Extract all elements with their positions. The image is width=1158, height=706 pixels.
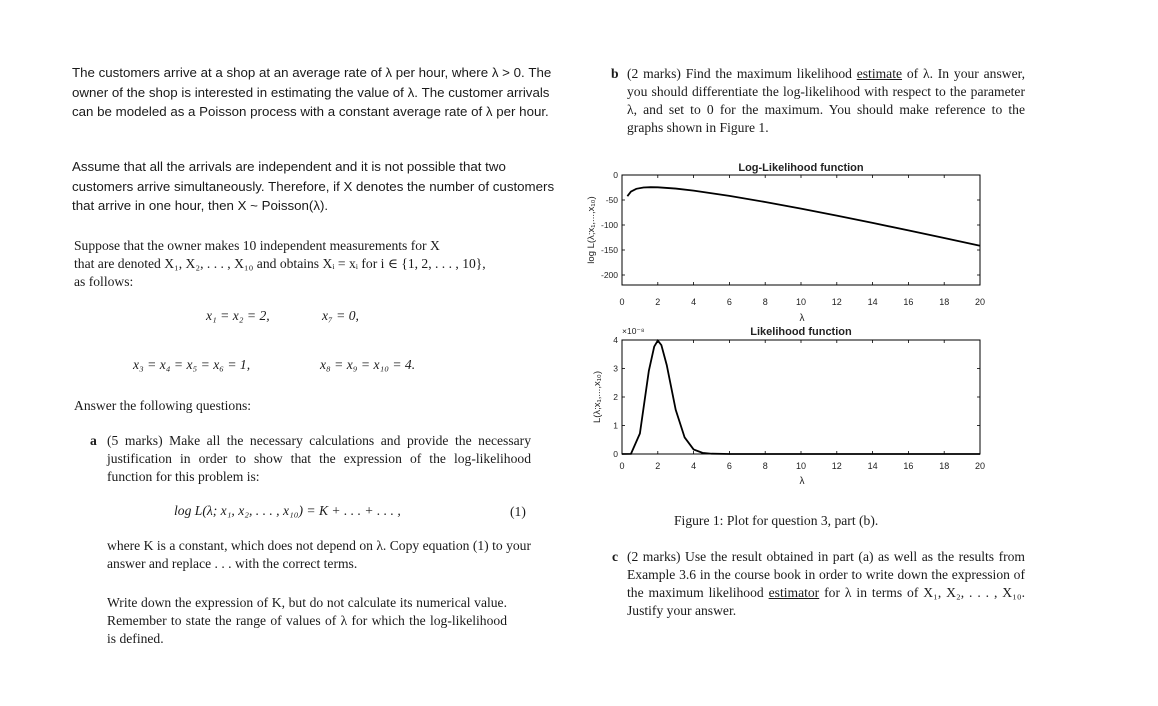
likelihood-y-tick-label: 4	[613, 335, 618, 345]
part-b-text	[627, 65, 1025, 137]
observation-x3-x6: x₃ = x₄ = x₅ = x₆ = 1,	[133, 357, 251, 372]
likelihood-x-tick-label: 4	[691, 461, 697, 471]
log-likelihood-y-tick-label: -50	[605, 195, 618, 205]
part-b-label: b	[611, 66, 619, 81]
log-likelihood-y-tick-label: -200	[600, 270, 618, 280]
part-c-text	[627, 548, 1025, 620]
likelihood-x-tick-label: 6	[726, 461, 732, 471]
part-b-text-end: of λ. In your answer, you should differentiate the log-likelihood with respect to the parameter λ, and set to 0 for the maximum. You should make reference to the graphs shown in Figure 1.	[627, 66, 1025, 135]
part-c-label: c	[612, 549, 619, 564]
likelihood-xlabel: λ	[799, 476, 805, 487]
log-likelihood-x-tick-label: 16	[903, 297, 914, 307]
part-a-text-3: Write down the expression of K, but do not calculate its numerical value. Remember to state the range of values of λ for which the log-likelihood is defined.	[107, 595, 507, 646]
setup-line-1: Suppose that the owner makes 10 independent measurements for X	[74, 238, 440, 253]
log-likelihood-title: Log-Likelihood function	[738, 162, 864, 174]
likelihood-x-tick-label: 10	[795, 461, 807, 471]
likelihood-x-tick-label: 20	[974, 461, 986, 471]
likelihood-curve	[622, 341, 980, 454]
likelihood-y-tick-label: 3	[613, 363, 618, 374]
part-a-text-2: where K is a constant, which does not depend on λ. Copy equation (1) to your answer and replace . . . with the correct terms.	[107, 538, 531, 571]
likelihood-x-tick-label: 18	[939, 461, 950, 471]
log-likelihood-y-tick-label: -150	[600, 245, 618, 255]
setup-line-2: that are denoted X₁, X₂, . . . , X₁₀ and obtains Xᵢ = xᵢ for i ∈ {1, 2, . . . , 10},	[74, 256, 486, 271]
likelihood-x-tick-label: 0	[619, 461, 625, 471]
log-likelihood-x-tick-label: 2	[655, 297, 661, 307]
likelihood-ylabel: L(λ;x₁,...,x₁₀)	[592, 370, 603, 424]
likelihood-chart	[592, 326, 985, 487]
log-likelihood-xlabel: λ	[799, 313, 805, 324]
likelihood-x-tick-label: 8	[762, 461, 768, 471]
intro-paragraph-2: Assume that all the arrivals are independent and it is not possible that two customers arrive simultaneously. Therefore, if X denotes the number of customers that arrive in one hour, then X ~ Poisson(λ).	[72, 159, 555, 213]
likelihood-y-tick-label: 0	[613, 449, 618, 459]
log-likelihood-x-tick-label: 8	[762, 297, 768, 307]
log-likelihood-x-tick-label: 20	[974, 297, 986, 307]
likelihood-y-tick-label: 1	[613, 420, 618, 431]
observation-x8-x10: x₈ = x₉ = x₁₀ = 4.	[320, 357, 416, 372]
log-likelihood-curve	[627, 187, 980, 246]
log-likelihood-x-tick-label: 6	[726, 297, 732, 307]
figure-caption: Figure 1: Plot for question 3, part (b).	[674, 513, 879, 528]
log-likelihood-y-tick-label: -100	[600, 220, 618, 230]
figure-1	[576, 155, 996, 495]
answer-prompt: Answer the following questions:	[74, 398, 252, 413]
likelihood-title: Likelihood function	[750, 326, 852, 338]
likelihood-multiplier: ×10⁻⁸	[622, 326, 645, 336]
log-likelihood-chart	[586, 162, 985, 324]
log-likelihood-x-tick-label: 12	[831, 297, 842, 307]
log-likelihood-x-tick-label: 4	[691, 297, 697, 307]
likelihood-x-tick-label: 16	[903, 461, 914, 471]
observation-x7: x₇ = 0,	[322, 308, 359, 323]
log-likelihood-x-tick-label: 14	[867, 297, 878, 307]
part-c-text-end: for λ in terms of X₁, X₂, . . . , X₁₀. Justify your answer.	[627, 585, 1025, 618]
likelihood-y-tick-label: 2	[613, 392, 618, 402]
log-likelihood-x-tick-label: 0	[619, 297, 625, 307]
part-c-underlined-term: estimator	[768, 585, 820, 600]
part-a-text: (5 marks) Make all the necessary calculations and provide the necessary justification in order to show that the expression of the log-likelihood function for this problem is:	[107, 433, 531, 484]
log-likelihood-plot-frame	[622, 175, 980, 285]
log-likelihood-y-tick-label: 0	[613, 170, 618, 180]
part-c-text-start: (2 marks) Use the result obtained in part (a) as well as the results from Example 3.6 in the course book in order to write down the expression of the maximum likelihood	[627, 549, 1025, 600]
log-likelihood-equation: log L(λ; x₁, x₂, . . . , x₁₀) = K + . . . + . . . ,	[174, 503, 401, 518]
setup-paragraph	[74, 237, 574, 291]
part-b-underlined-term: estimate	[856, 66, 903, 81]
likelihood-x-tick-label: 12	[831, 461, 842, 471]
part-b-text-start: (2 marks) Find the maximum likelihood	[627, 66, 857, 81]
log-likelihood-x-tick-label: 18	[939, 297, 950, 307]
part-a-label: a	[90, 433, 97, 448]
likelihood-x-tick-label: 14	[867, 461, 878, 471]
log-likelihood-x-tick-label: 10	[795, 297, 807, 307]
setup-line-3: as follows:	[74, 274, 134, 289]
observation-x1-x2: x₁ = x₂ = 2,	[206, 308, 270, 323]
log-likelihood-ylabel: log L(λ;x₁,...,x₁₀)	[586, 196, 597, 264]
intro-paragraph-1: The customers arrive at a shop at an average rate of λ per hour, where λ > 0. The owner of the shop is interested in estimating the value of λ. The customer arrivals can be modeled as a Poisson process with a constant average rate of λ per hour.	[72, 65, 552, 119]
likelihood-plot-frame	[622, 340, 980, 454]
likelihood-x-tick-label: 2	[655, 461, 661, 471]
equation-number: (1)	[510, 504, 526, 519]
